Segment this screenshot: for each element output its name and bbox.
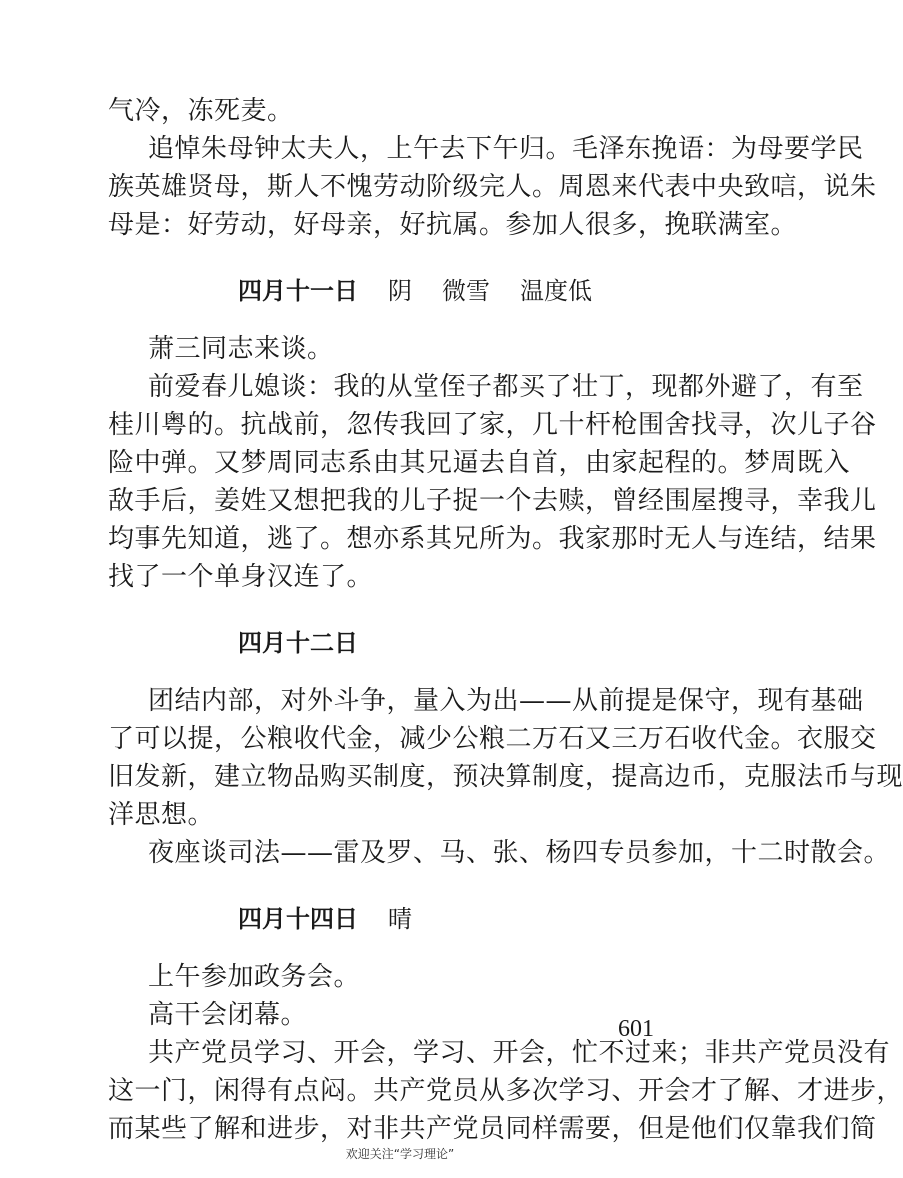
text-line: 桂川粤的。抗战前，忽传我回了家，几十杆枪围舍找寻，次儿子谷: [108, 410, 877, 440]
text-line: 旧发新，建立物品购买制度，预决算制度，提高边币，克服法币与现: [108, 762, 903, 792]
text-line: 共产党员学习、开会，学习、开会，忙不过来；非共产党员没有: [148, 1038, 891, 1068]
entry-weather: 阴: [388, 277, 412, 305]
text-line: 夜座谈司法——雷及罗、马、张、杨四专员参加，十二时散会。: [148, 838, 891, 868]
text-line: 上午参加政务会。: [148, 962, 361, 992]
text-line: 找了一个单身汉连了。: [108, 562, 374, 592]
text-line: 这一门，闲得有点闷。共产党员从多次学习、开会才了解、才进步，: [108, 1076, 903, 1106]
entry-heading-0414: [238, 900, 688, 938]
text-line: 险中弹。又梦周同志系由其兄逼去自首，由家起程的。梦周既入: [108, 448, 851, 478]
text-line: 而某些了解和进步，对非共产党员同样需要，但是他们仅靠我们简: [108, 1114, 877, 1144]
entry-heading-0411: [238, 272, 688, 310]
entry-weather: 晴: [388, 905, 412, 933]
paragraph-conversation: [108, 368, 877, 596]
entry-date: 四月十四日: [238, 905, 358, 933]
text-line: 族英雄贤母，斯人不愧劳动阶级完人。周恩来代表中央致唁，说朱: [108, 172, 877, 202]
text-line: 了可以提，公粮收代金，减少公粮二万石又三万石收代金。衣服交: [108, 724, 877, 754]
text-line: 高干会闭幕。: [148, 1000, 308, 1030]
text-line: 洋思想。: [108, 800, 215, 830]
text-line: 敌手后，姜姓又想把我的儿子捉一个去赎，曾经围屋搜寻，幸我儿: [108, 486, 877, 516]
entry-weather: 微雪: [442, 277, 490, 305]
entry-date: 四月十一日: [238, 277, 358, 305]
page-number: 601: [618, 1016, 654, 1042]
entry-heading-0412: [238, 624, 688, 662]
footer-caption: 欢迎关注“学习理论”: [345, 1147, 455, 1161]
text-line: 萧三同志来谈。: [148, 334, 334, 364]
text-line: 前爱春儿媳谈：我的从堂侄子都买了壮丁，现都外避了，有至: [148, 372, 864, 402]
text-line: 均事先知道，逃了。想亦系其兄所为。我家那时无人与连结，结果: [108, 524, 877, 554]
entry-weather: 温度低: [520, 277, 592, 305]
text-line: 追悼朱母钟太夫人，上午去下午归。毛泽东挽语：为母要学民: [148, 134, 864, 164]
page-body: [108, 92, 903, 1148]
paragraph-study: [108, 1034, 903, 1148]
entry-date: 四月十二日: [238, 629, 358, 657]
intro-line: 气冷，冻死麦。: [108, 96, 294, 126]
text-line: 母是：好劳动，好母亲，好抗属。参加人很多，挽联满室。: [108, 210, 798, 240]
text-line: 团结内部，对外斗争，量入为出——从前提是保守，现有基础: [148, 686, 864, 716]
paragraph-memorial: [108, 130, 877, 244]
paragraph-policy: [108, 682, 903, 834]
